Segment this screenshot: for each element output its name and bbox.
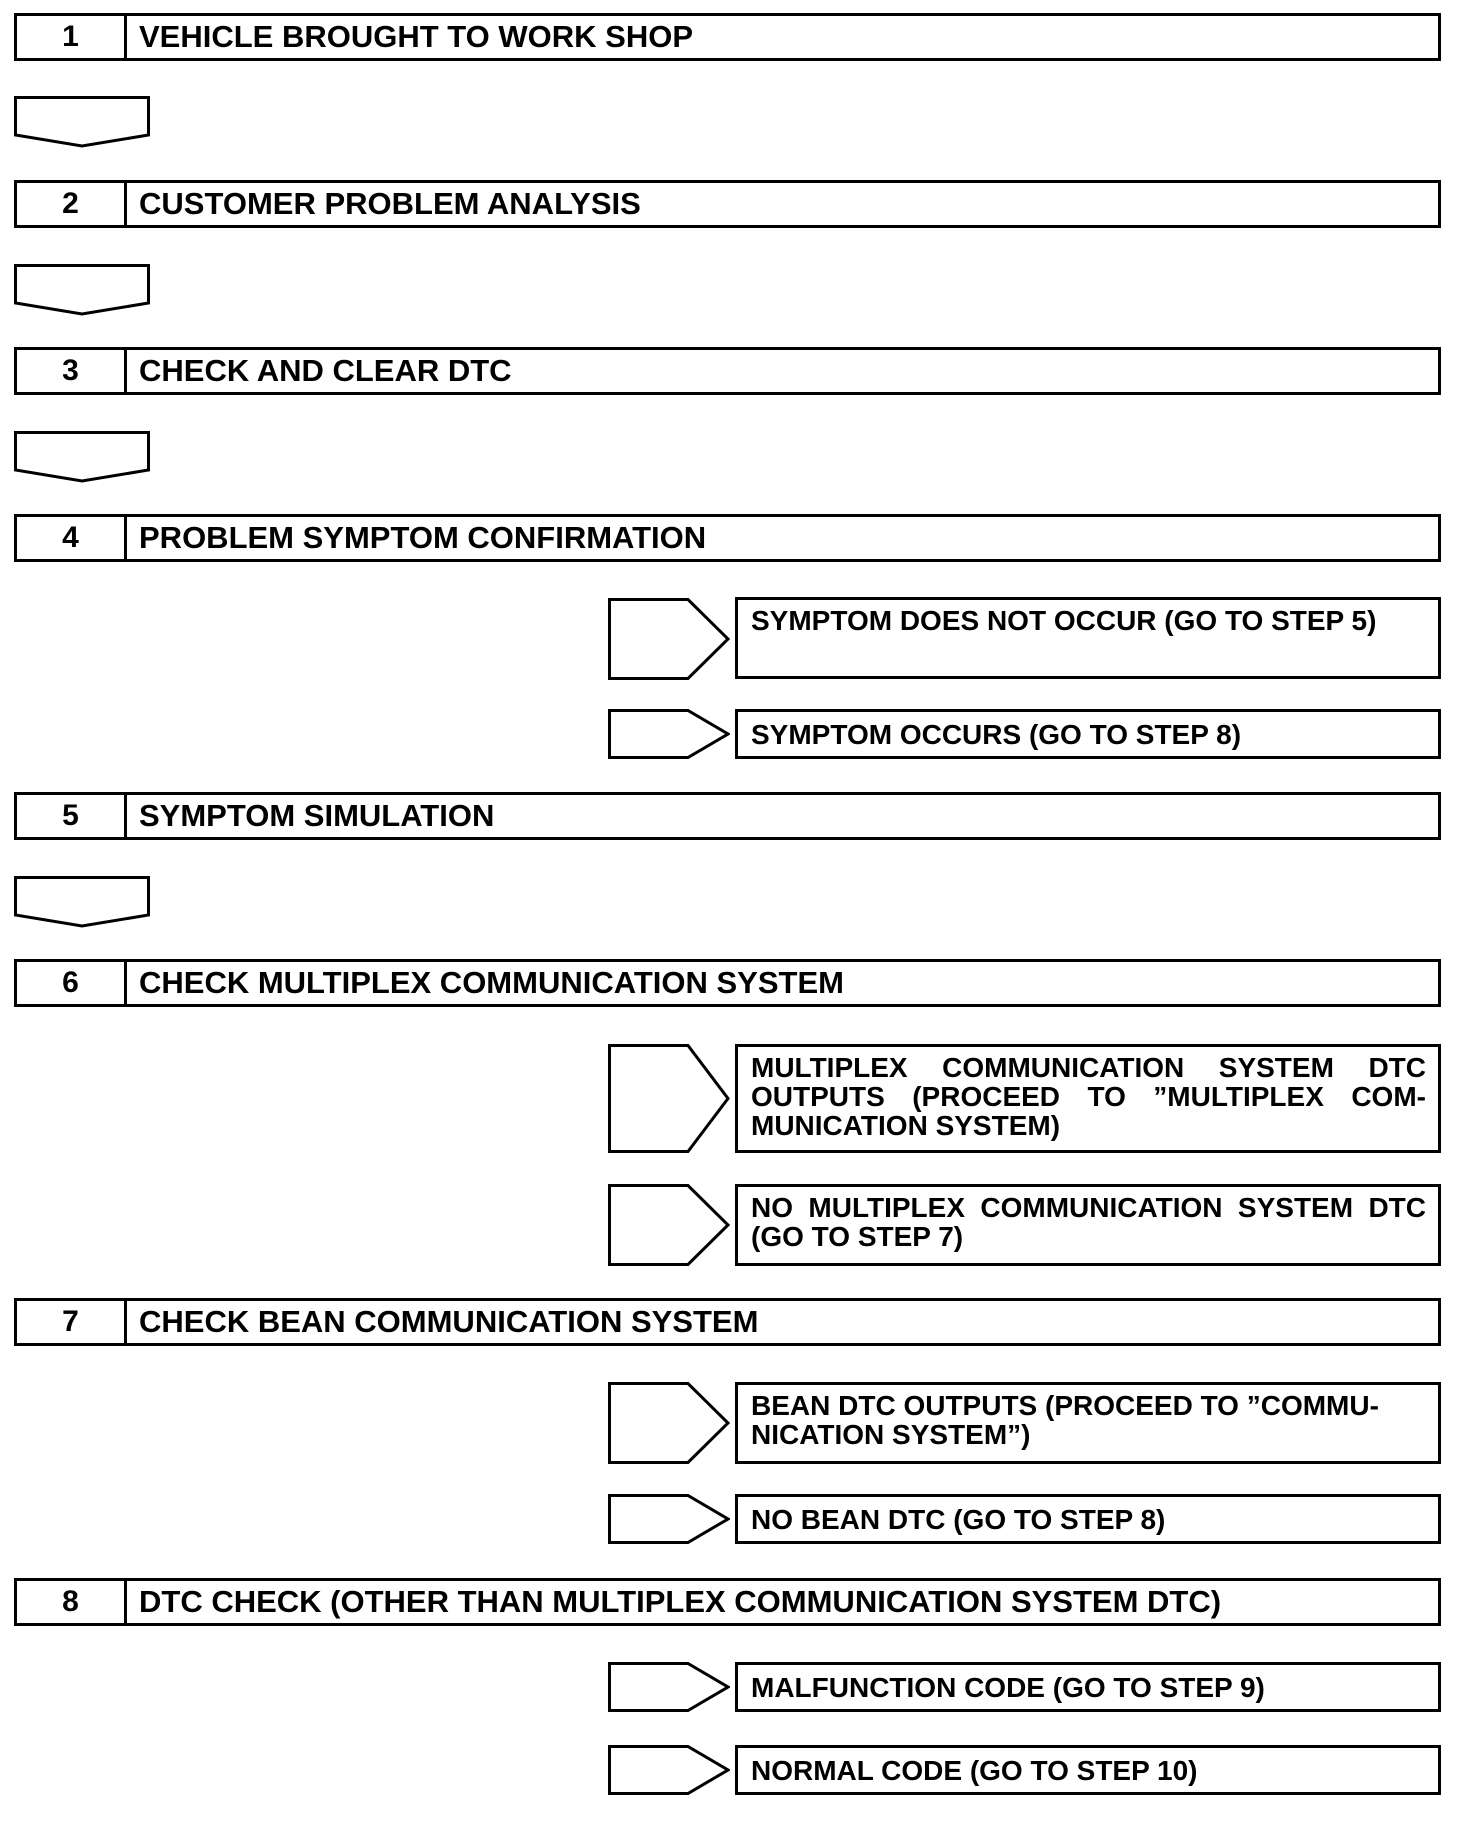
result-symptom-not-occur: SYMPTOM DOES NOT OCCUR (GO TO STEP 5) [735,597,1441,679]
step-1-box [14,13,1441,61]
right-arrow-icon [608,709,730,759]
step-title: VEHICLE BROUGHT TO WORK SHOP [139,19,694,54]
result-malfunction-code: MALFUNCTION CODE (GO TO STEP 9) [735,1662,1441,1712]
down-arrow-icon [14,431,150,483]
step-title: DTC CHECK (OTHER THAN MULTIPLEX COMMUNICATION SYSTEM DTC) [139,1584,1222,1619]
step-5-box [14,792,1441,840]
step-number: 7 [17,1301,127,1343]
right-arrow-icon [608,1494,730,1544]
step-2-box [14,180,1441,228]
step-number: 4 [17,517,127,559]
result-bean-dtc-outputs: BEAN DTC OUTPUTS (PROCEED TO ”COMMU- NICATION SYSTEM”) [735,1382,1441,1464]
result-symptom-occurs: SYMPTOM OCCURS (GO TO STEP 8) [735,709,1441,759]
right-arrow-icon [608,598,730,680]
step-number: 2 [17,183,127,225]
result-multiplex-dtc-outputs: MULTIPLEX COMMUNICATION SYSTEM DTC OUTPUTS (PROCEED TO ”MULTIPLEX COM- MUNICATION SYSTEM) [735,1044,1441,1153]
right-arrow-icon [608,1382,730,1464]
step-title: CHECK AND CLEAR DTC [139,353,512,388]
step-6-box [14,959,1441,1007]
step-number: 1 [17,16,127,58]
down-arrow-icon [14,876,150,928]
step-number: 8 [17,1581,127,1623]
down-arrow-icon [14,96,150,148]
right-arrow-icon [608,1044,730,1153]
step-3-box [14,347,1441,395]
result-no-multiplex-dtc: NO MULTIPLEX COMMUNICATION SYSTEM DTC (GO TO STEP 7) [735,1184,1441,1266]
step-title: CHECK MULTIPLEX COMMUNICATION SYSTEM [139,965,844,1000]
step-number: 3 [17,350,127,392]
right-arrow-icon [608,1662,730,1712]
step-7-box [14,1298,1441,1346]
step-title: SYMPTOM SIMULATION [139,798,495,833]
down-arrow-icon [14,264,150,316]
step-4-box [14,514,1441,562]
step-title: CHECK BEAN COMMUNICATION SYSTEM [139,1304,759,1339]
step-8-box [14,1578,1441,1626]
step-title: PROBLEM SYMPTOM CONFIRMATION [139,520,707,555]
step-number: 5 [17,795,127,837]
right-arrow-icon [608,1184,730,1266]
right-arrow-icon [608,1745,730,1795]
step-title: CUSTOMER PROBLEM ANALYSIS [139,186,641,221]
result-normal-code: NORMAL CODE (GO TO STEP 10) [735,1745,1441,1795]
step-number: 6 [17,962,127,1004]
result-no-bean-dtc: NO BEAN DTC (GO TO STEP 8) [735,1494,1441,1544]
